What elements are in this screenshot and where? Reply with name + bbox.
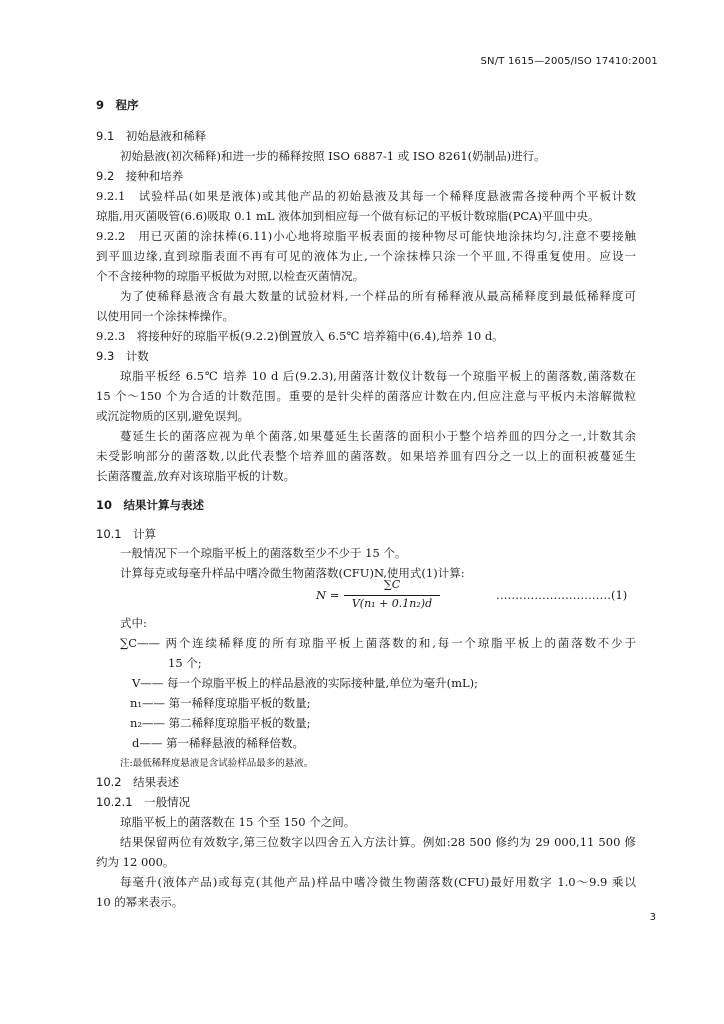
definition-n2: n₂—— 第二稀释度琼脂平板的数量; (130, 716, 311, 730)
note: 注:最低稀释度悬液是含试验样品最多的悬液。 (120, 758, 314, 769)
formula-numerator: ∑C (383, 578, 401, 591)
section-10-2-1-heading: 10.2.1 一般情况 (96, 795, 191, 809)
definition-sum-c-line-1: ∑C—— 两个连续稀释度的所有琼脂平板上菌落数的和,每一个琼脂平板上的菌落数不少于 (120, 636, 636, 650)
section-9-3-heading: 9.3 计数 (96, 349, 149, 363)
section-10-2-1-p3-line-2: 10 的幂来表示。 (96, 895, 184, 909)
section-9-3-p1-line-2: 15 个～150 个为合适的计数范围。重要的是针尖样的菌落应计数在内,但应注意与平板内未溶解微粒 (96, 389, 636, 403)
section-10-heading: 10 结果计算与表述 (96, 498, 205, 512)
section-10-1-heading: 10.1 计算 (96, 527, 157, 541)
formula-lhs: N = (316, 588, 340, 602)
section-9-1-heading: 9.1 初始悬液和稀释 (96, 129, 207, 143)
section-9-2-paragraph-3-line-1: 为了使稀释悬液含有最大数量的试验材料,一个样品的所有稀释液从最高稀释度到最低稀释度可 (120, 289, 636, 303)
section-9-3-p2-line-3: 长菌落覆盖,放弃对该琼脂平板的计数。 (96, 469, 296, 483)
definition-sum-c-line-2: 15 个; (168, 656, 202, 670)
section-9-2-1-line-1: 9.2.1 试验样品(如果是液体)或其他产品的初始悬液及其每一个稀释度悬液需各接种两个平板计数 (96, 189, 636, 203)
section-9-2-1-line-2: 琼脂,用灭菌吸管(6.6)吸取 0.1 mL 液体加到相应每一个做有标记的平板计数琼脂(PCA)平皿中央。 (96, 209, 600, 223)
section-10-1-paragraph-2: 计算每克或每毫升样品中嗜冷微生物菌落数(CFU)N,使用式(1)计算: (120, 566, 465, 580)
section-10-2-1-p2-line-2: 约为 12 000。 (96, 855, 175, 869)
definition-v: V—— 每一个琼脂平板上的样品悬液的实际接种量,单位为毫升(mL); (132, 676, 479, 690)
section-9-2-2-line-1: 9.2.2 用已灭菌的涂抹棒(6.11)小心地将琼脂平板表面的接种物尽可能快地涂抹均匀,注意不要接触 (96, 229, 636, 243)
where-label: 式中: (120, 616, 147, 630)
formula-denominator: V(n₁ + 0.1n₂)d (351, 597, 433, 610)
section-9-2-2-line-2: 到平皿边缘,直到琼脂表面不再有可见的液体为止,一个涂抹棒只涂一个平皿,不得重复使用。应设一 (96, 249, 636, 263)
section-9-3-p2-line-2: 未受影响部分的菌落数,以此代表整个培养皿的菌落数。如果培养皿有四分之一以上的面积被蔓延生 (96, 449, 636, 463)
formula-fraction-line (344, 595, 440, 596)
section-10-2-1-p3-line-1: 每毫升(液体产品)或每克(其他产品)样品中嗜冷微生物菌落数(CFU)最好用数字 1.0～9.9 乘以 (120, 875, 636, 889)
section-9-3-p1-line-1: 琼脂平板经 6.5℃ 培养 10 d 后(9.2.3),用菌落计数仪计数每一个琼脂平板上的菌落数,菌落数在 (120, 369, 636, 383)
section-10-1-paragraph-1: 一般情况下一个琼脂平板上的菌落数至少不少于 15 个。 (120, 546, 407, 560)
section-10-2-1-p2-line-1: 结果保留两位有效数字,第三位数字以四舍五入方法计算。例如:28 500 修约为 29 000,11 500 修 (120, 835, 636, 849)
definition-d: d—— 第一稀释悬液的稀释倍数。 (132, 736, 305, 750)
page-number: 3 (649, 912, 656, 923)
section-9-1-paragraph: 初始悬液(初次稀释)和进一步的稀释按照 ISO 6887-1 或 ISO 8261(奶制品)进行。 (120, 149, 546, 163)
section-9-2-heading: 9.2 接种和培养 (96, 169, 184, 183)
section-10-2-1-paragraph-1: 琼脂平板上的菌落数在 15 个至 150 个之间。 (120, 815, 356, 829)
section-9-2-3-paragraph: 9.2.3 将接种好的琼脂平板(9.2.2)倒置放入 6.5℃ 培养箱中(6.4),培养 10 d。 (96, 329, 504, 343)
section-9-2-paragraph-3-line-2: 以使用同一个涂抹棒操作。 (96, 309, 234, 323)
section-9-2-2-line-3: 个不含接种物的琼脂平板做为对照,以检查灭菌情况。 (96, 269, 365, 283)
section-9-3-p2-line-1: 蔓延生长的菌落应视为单个菌落,如果蔓延生长菌落的面积小于整个培养皿的四分之一,计数其余 (120, 429, 636, 443)
definition-n1: n₁—— 第一稀释度琼脂平板的数量; (130, 696, 311, 710)
formula-equation-number: …………………………(1) (496, 588, 628, 602)
section-9-3-p1-line-3: 或沉淀物质的区别,避免误判。 (96, 409, 250, 423)
section-10-2-heading: 10.2 结果表述 (96, 775, 180, 789)
standard-number-header: SN/T 1615—2005/ISO 17410:2001 (480, 56, 658, 67)
section-9-heading: 9 程序 (96, 98, 139, 112)
